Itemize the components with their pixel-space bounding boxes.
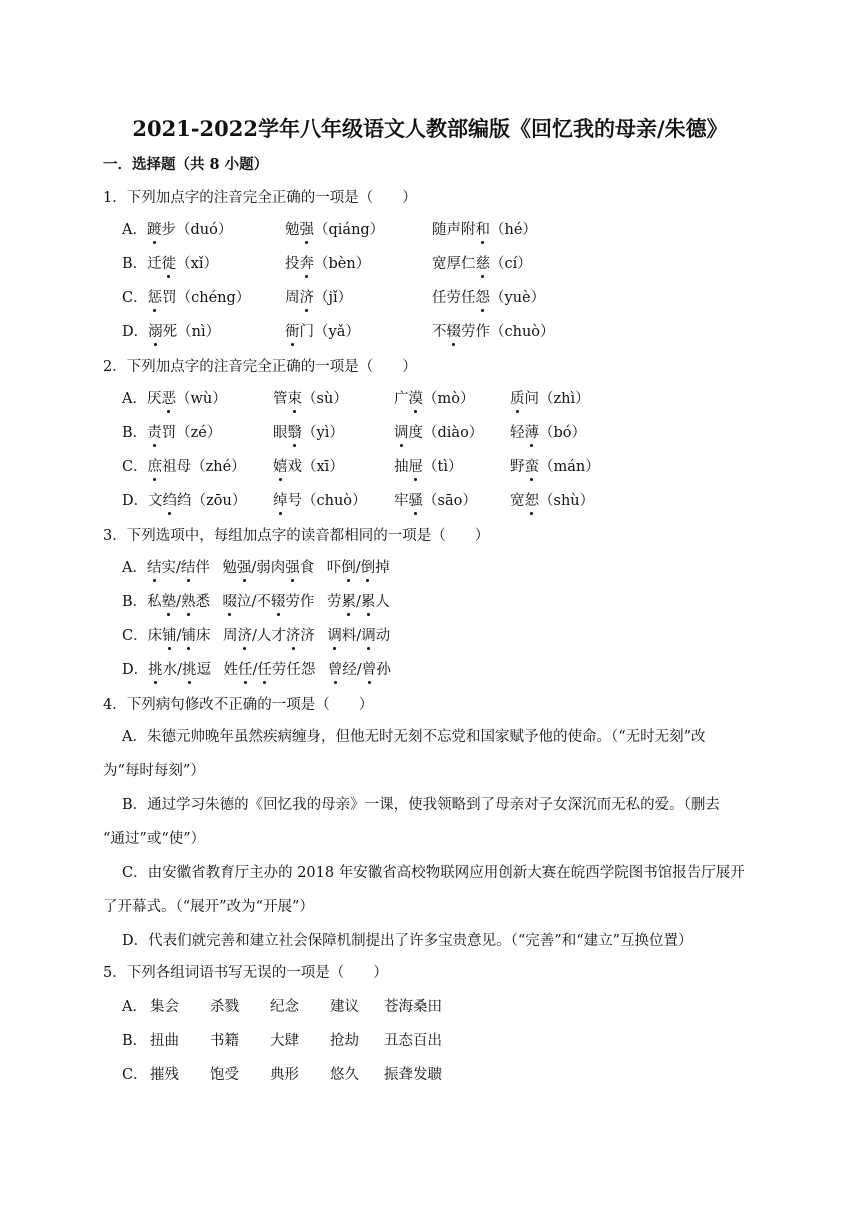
option-item: [510, 423, 586, 443]
dotted-character: 任: [238, 662, 253, 678]
dotted-character: 挑: [182, 662, 197, 678]
dotted-character: 和: [475, 222, 490, 238]
pinyin-item: 文绉绉（zōu）: [148, 493, 247, 509]
word-pair: 累人: [360, 594, 390, 610]
dotted-character: 强: [285, 560, 300, 576]
pinyin-item: 调度（diào）: [394, 425, 484, 441]
pinyin-item: 厌恶（wù）: [146, 391, 227, 407]
dotted-character: 强: [236, 560, 252, 576]
option-item: C．庶祖母（zhé）: [122, 459, 246, 475]
dotted-character: 责: [147, 425, 162, 441]
dotted-character: 蛮: [524, 459, 539, 475]
word-item: 振聋发聩: [384, 1067, 442, 1083]
word-pair: 任劳任怨: [257, 662, 316, 678]
option-text-line: B．通过学习朱德的《回忆我的母亲》一课，使我领略到了母亲对子女深沉而无私的爱。（删去: [122, 797, 720, 813]
word-pair: 调动: [361, 628, 391, 644]
pinyin-item: 庶祖母（zhé）: [147, 459, 246, 475]
word-pair: 济济: [285, 628, 315, 644]
dotted-character: 踱: [146, 222, 162, 238]
option-item: [273, 457, 344, 477]
section-heading: 一．选择题（共 8 小题）: [103, 156, 269, 173]
word-pair: 床铺/: [147, 628, 182, 644]
dotted-character: 绰: [273, 493, 288, 509]
dotted-character: 质: [510, 391, 525, 407]
pinyin-item: 溺死（nì）: [148, 324, 221, 340]
option-item: [394, 457, 462, 477]
word-item: 杀戮: [210, 999, 239, 1015]
word-pair: 结伴: [180, 560, 210, 576]
word-pair: 啜泣/不: [222, 594, 271, 610]
word-pair: 姓任/: [223, 662, 258, 678]
dotted-character: 奔: [299, 256, 314, 272]
word-item: 摧残: [150, 1067, 179, 1083]
dotted-character: 济: [285, 628, 301, 644]
option-text-line: D．代表们就完善和建立社会保障机制提出了许多宝贵意见。（“完善”和“建立”互换位置）: [122, 933, 693, 949]
dotted-character: 铺: [181, 628, 196, 644]
pinyin-item: 勉强（qiáng）: [285, 222, 385, 238]
word-item: 扭曲: [150, 1033, 179, 1049]
dotted-character: 调: [327, 628, 342, 644]
dotted-character: 翳: [287, 425, 302, 441]
dotted-character: 嬉: [273, 459, 288, 475]
word-item: 饱受: [210, 1067, 239, 1083]
option-item: [273, 423, 344, 443]
option-line: C．床铺/铺床 周济/人才济济 调料/调动: [122, 628, 391, 644]
dotted-character: 强: [299, 222, 314, 238]
pinyin-item: 随声附和（hé）: [432, 222, 537, 238]
dotted-character: 慈: [475, 256, 490, 272]
option-item: [394, 389, 474, 409]
word-pair: 辍劳作: [270, 594, 315, 610]
option-line: B．私塾/熟悉 啜泣/不辍劳作 劳累/累人: [122, 594, 390, 610]
word-item: 集会: [150, 999, 179, 1015]
pinyin-item: 衙门（yǎ）: [285, 324, 360, 340]
dotted-character: 济: [237, 628, 252, 644]
option-item: [432, 288, 545, 308]
word-pair: 曾孙: [361, 662, 391, 678]
dotted-character: 庶: [147, 459, 163, 475]
pinyin-item: 不辍劳作（chuò）: [432, 324, 555, 340]
word-pair: 倒掉: [360, 560, 390, 576]
option-item: [273, 491, 367, 511]
option-item: D．溺死（nì）: [122, 324, 221, 340]
option-item: B．迁徙（xǐ）: [122, 256, 218, 272]
dotted-character: 调: [394, 425, 409, 441]
option-item: B．责罚（zé）: [122, 425, 222, 441]
dotted-character: 铺: [162, 628, 177, 644]
word-item: 典形: [270, 1067, 299, 1083]
word-pair: 私塾/: [147, 594, 182, 610]
word-item: 大肆: [270, 1033, 299, 1049]
pinyin-item: 眼翳（yì）: [273, 425, 344, 441]
dotted-character: 恶: [161, 391, 176, 407]
dotted-character: 溺: [148, 324, 163, 340]
pinyin-item: 牢骚（sāo）: [394, 493, 477, 509]
pinyin-item: 抽屉（tì）: [394, 459, 463, 475]
question-stem: 5．下列各组词语书写无误的一项是（ ）: [103, 965, 388, 981]
pinyin-item: 管束（sù）: [273, 391, 348, 407]
option-item: A．厌恶（wù）: [122, 391, 227, 407]
dotted-character: 任: [257, 662, 272, 678]
dotted-character: 怨: [475, 290, 490, 306]
pinyin-item: 广漠（mò）: [394, 391, 475, 407]
option-item: [432, 322, 555, 342]
word-pair: 熟悉: [181, 594, 211, 610]
option-item: [394, 491, 477, 511]
dotted-character: 薄: [524, 425, 539, 441]
word-pair: 吓倒/: [326, 560, 361, 576]
dotted-character: 倒: [341, 560, 356, 576]
word-item: 丑态百出: [384, 1033, 442, 1049]
question-stem: 3．下列选项中，每组加点字的读音都相同的一项是（ ）: [103, 528, 490, 544]
option-text-line: 了开幕式。（“展开”改为“开展”）: [103, 899, 314, 915]
option-item: D．文绉绉（zōu）: [122, 493, 247, 509]
option-item: [285, 254, 370, 274]
dotted-character: 结: [146, 560, 162, 576]
option-text-line: “通过”或“使”）: [103, 831, 206, 847]
word-pair: 劳累/: [326, 594, 361, 610]
option-text-line: A．朱德元帅晚年虽然疾病缠身，但他无时无刻不忘党和国家赋予他的使命。（“无时无刻”改: [122, 729, 706, 745]
document-title: 2021-2022学年八年级语文人教部编版《回忆我的母亲/朱德》: [132, 116, 728, 141]
question-stem: 4．下列病句修改不正确的一项是（ ）: [103, 697, 374, 713]
option-item: C．惩罚（chéng）: [122, 290, 251, 306]
pinyin-item: 任劳任怨（yuè）: [432, 290, 546, 306]
option-label: B．: [122, 1033, 148, 1049]
option-item: A．踱步（duó）: [122, 222, 233, 238]
pinyin-item: 野蛮（mán）: [510, 459, 600, 475]
word-item: 悠久: [330, 1067, 359, 1083]
pinyin-item: 周济（jǐ）: [285, 290, 353, 306]
dotted-character: 徙: [161, 256, 177, 272]
dotted-character: 累: [360, 594, 376, 610]
word-pair: 结实/: [146, 560, 181, 576]
word-pair: 铺床: [181, 628, 211, 644]
dotted-character: 曾: [361, 662, 377, 678]
pinyin-item: 嬉戏（xī）: [273, 459, 344, 475]
option-item: [273, 389, 348, 409]
dotted-character: 骚: [408, 493, 423, 509]
option-text-line: C．由安徽省教育厅主办的 2018 年安徽省高校物联网应用创新大赛在皖西学院图书馆报告厅展开: [122, 865, 745, 881]
dotted-character: 熟: [181, 594, 196, 610]
question-stem: 1．下列加点字的注音完全正确的一项是（ ）: [103, 190, 417, 206]
pinyin-item: 绰号（chuò）: [273, 493, 367, 509]
dotted-character: 漠: [408, 391, 423, 407]
option-line: A．结实/结伴 勉强/弱肉强食 吓倒/倒掉: [122, 560, 390, 576]
word-pair: 挑逗: [182, 662, 212, 678]
pinyin-item: 投奔（bèn）: [285, 256, 371, 272]
word-pair: 勉强/弱肉: [222, 560, 286, 576]
option-item: [432, 220, 537, 240]
pinyin-item: 质问（zhì）: [510, 391, 590, 407]
dotted-character: 辍: [446, 324, 461, 340]
dotted-character: 济: [299, 290, 314, 306]
pinyin-item: 宽恕（shù）: [510, 493, 595, 509]
word-item: 抢劫: [330, 1033, 359, 1049]
option-item: [432, 254, 532, 274]
option-label: C．: [122, 1067, 148, 1083]
word-item: 建议: [330, 999, 359, 1015]
dotted-character: 绉: [162, 493, 178, 509]
word-pair: 调料/: [327, 628, 362, 644]
dotted-character: 惩: [147, 290, 163, 306]
word-item: 纪念: [270, 999, 299, 1015]
pinyin-item: 踱步（duó）: [146, 222, 233, 238]
dotted-character: 调: [361, 628, 376, 644]
dotted-character: 恕: [524, 493, 539, 509]
question-stem: 2．下列加点字的注音完全正确的一项是（ ）: [103, 359, 417, 375]
option-item: [510, 389, 590, 409]
option-item: [285, 288, 352, 308]
option-item: [394, 423, 483, 443]
pinyin-item: 惩罚（chéng）: [147, 290, 251, 306]
pinyin-item: 责罚（zé）: [147, 425, 222, 441]
dotted-character: 累: [341, 594, 356, 610]
dotted-character: 挑: [148, 662, 163, 678]
option-label: A．: [122, 999, 147, 1015]
dotted-character: 衙: [285, 324, 300, 340]
dotted-character: 倒: [360, 560, 376, 576]
dotted-character: 辍: [270, 594, 286, 610]
dotted-character: 屉: [408, 459, 423, 475]
option-item: [510, 457, 600, 477]
option-item: [285, 322, 360, 342]
option-item: [285, 220, 384, 240]
dotted-character: 结: [180, 560, 196, 576]
option-item: [510, 491, 594, 511]
dotted-character: 啜: [222, 594, 238, 610]
dotted-character: 束: [287, 391, 302, 407]
word-pair: 周济/人才: [223, 628, 286, 644]
word-pair: 曾经/: [327, 662, 362, 678]
word-item: 书籍: [210, 1033, 239, 1049]
word-item: 苍海桑田: [384, 999, 442, 1015]
option-text-line: 为“每时每刻”）: [103, 763, 205, 779]
pinyin-item: 轻薄（bó）: [510, 425, 587, 441]
pinyin-item: 宽厚仁慈（cí）: [432, 256, 532, 272]
option-line: D．挑水/挑逗 姓任/任劳任怨 曾经/曾孙: [122, 662, 391, 678]
dotted-character: 曾: [327, 662, 343, 678]
pinyin-item: 迁徙（xǐ）: [147, 256, 218, 272]
dotted-character: 塾: [161, 594, 177, 610]
word-pair: 强食: [285, 560, 315, 576]
word-pair: 挑水/: [148, 662, 183, 678]
